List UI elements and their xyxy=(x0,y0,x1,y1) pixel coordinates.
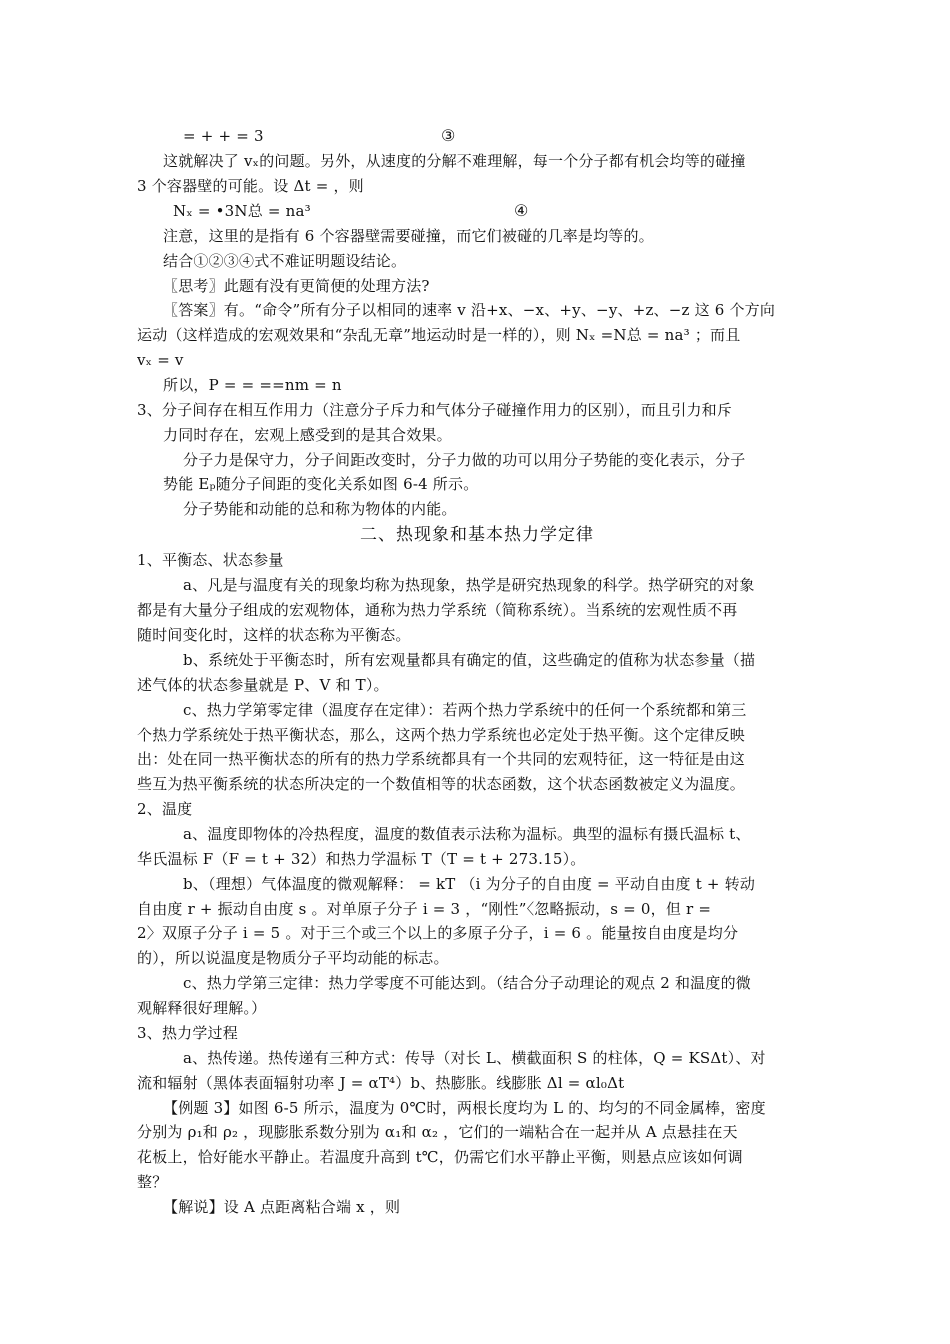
text-line: 整？ xyxy=(137,1173,168,1191)
text-line: a、热传递。热传递有三种方式：传导（对长 L、横截面积 S 的柱体，Q = KSΔt）、对 xyxy=(183,1049,766,1067)
subsection-heading: 1、平衡态、状态参量 xyxy=(137,551,284,569)
text-line: 分子势能和动能的总和称为物体的内能。 xyxy=(183,500,457,518)
text-line: 3、分子间存在相互作用力（注意分子斥力和气体分子碰撞作用力的区别），而且引力和斥 xyxy=(137,401,733,419)
text-line: 〖答案〗有。“命令”所有分子以相同的速率 v 沿+x、−x、+y、−y、+z、−z 这 6 个方向 xyxy=(163,301,776,319)
equation-line-4: Nₓ = •3N总 = na³ xyxy=(173,202,311,220)
text-line: 所以，P = = ==nm = n xyxy=(163,376,342,394)
text-line: 2〉双原子分子 i = 5 。对于三个或三个以上的多原子分子，i = 6 。能量按自由度是均分 xyxy=(137,924,739,942)
text-line: 的），所以说温度是物质分子平均动能的标志。 xyxy=(137,949,449,967)
text-line: c、热力学第零定律（温度存在定律）：若两个热力学系统中的任何一个系统都和第三 xyxy=(183,701,747,719)
text-line: 个热力学系统处于热平衡状态，那么，这两个热力学系统也必定处于热平衡。这个定律反映 xyxy=(137,726,746,744)
solution-line: 【解说】设 A 点距离粘合端 x ，则 xyxy=(163,1198,401,1216)
example-heading: 【例题 3】如图 6-5 所示，温度为 0℃时，两根长度均为 L 的、均匀的不同金属棒，密度 xyxy=(163,1099,766,1117)
text-line: 自由度 r + 振动自由度 s 。对单原子分子 i = 3 ，“刚性”〈忽略振动，s = 0，但 r = xyxy=(137,900,712,918)
text-line: 〖思考〗此题有没有更简便的处理方法? xyxy=(163,277,430,295)
text-line: 都是有大量分子组成的宏观物体，通称为热力学系统（简称系统）。当系统的宏观性质不再 xyxy=(137,601,738,619)
text-line: 出：处在同一热平衡状态的所有的热力学系统都具有一个共同的宏观特征，这一特征是由这 xyxy=(137,750,746,768)
text-line: 分别为 ρ₁和 ρ₂ ，现膨胀系数分别为 α₁和 α₂ ，它们的一端粘合在一起并从 A 点悬挂在天 xyxy=(137,1123,738,1141)
equation-line-3: = + + = 3 xyxy=(183,127,264,145)
subsection-heading: 2、温度 xyxy=(137,800,193,818)
text-line: vₓ = v xyxy=(137,351,184,369)
text-line: 结合①②③④式不难证明题设结论。 xyxy=(163,252,407,270)
equation-marker-3: ③ xyxy=(441,126,456,145)
text-line: 随时间变化时，这样的状态称为平衡态。 xyxy=(137,626,411,644)
text-line: 华氏温标 F（F = t + 32）和热力学温标 T（T = t + 273.15）。 xyxy=(137,850,586,868)
text-line: 势能 Eₚ随分子间距的变化关系如图 6-4 所示。 xyxy=(163,475,479,493)
text-line: 流和辐射（黑体表面辐射功率 J = αT⁴）b、热膨胀。线膨胀 Δl = αl₀Δt xyxy=(137,1074,625,1092)
text-line: 注意，这里的是指有 6 个容器壁需要碰撞，而它们被碰的几率是均等的。 xyxy=(163,227,654,245)
text-line: 述气体的状态参量就是 P、V 和 T）。 xyxy=(137,676,389,694)
text-line: a、凡是与温度有关的现象均称为热现象，热学是研究热现象的科学。热学研究的对象 xyxy=(183,576,755,594)
text-line: b、系统处于平衡态时，所有宏观量都具有确定的值，这些确定的值称为状态参量（描 xyxy=(183,651,756,669)
text-line: 花板上，恰好能水平静止。若温度升高到 t℃，仍需它们水平静止平衡，则悬点应该如何调 xyxy=(137,1148,743,1166)
text-line: 力同时存在，宏观上感受到的是其合效果。 xyxy=(163,426,452,444)
text-line: 分子力是保守力，分子间距改变时，分子力做的功可以用分子势能的变化表示，分子 xyxy=(183,451,746,469)
subsection-heading: 3、热力学过程 xyxy=(137,1024,238,1042)
text-line: a、温度即物体的冷热程度，温度的数值表示法称为温标。典型的温标有摄氏温标 t、 xyxy=(183,825,751,843)
text-line: 这就解决了 vₓ的问题。另外，从速度的分解不难理解，每一个分子都有机会均等的碰撞 xyxy=(163,152,746,170)
text-line: 观解释很好理解。） xyxy=(137,999,267,1017)
text-line: 运动（这样造成的宏观效果和“杂乱无章”地运动时是一样的），则 Nₓ =N总 = na³ ；而且 xyxy=(137,326,741,344)
text-line: 些互为热平衡系统的状态所决定的一个数值相等的状态函数，这个状态函数被定义为温度。 xyxy=(137,775,746,793)
text-line: b、（理想）气体温度的微观解释： = kT （i 为分子的自由度 = 平动自由度 t + 转动 xyxy=(183,875,756,893)
text-line: c、热力学第三定律：热力学零度不可能达到。（结合分子动理论的观点 2 和温度的微 xyxy=(183,974,751,992)
equation-marker-4: ④ xyxy=(514,201,529,220)
section-heading: 二、热现象和基本热力学定律 xyxy=(360,525,594,545)
text-line: 3 个容器壁的可能。设 Δt = ，则 xyxy=(137,177,364,195)
